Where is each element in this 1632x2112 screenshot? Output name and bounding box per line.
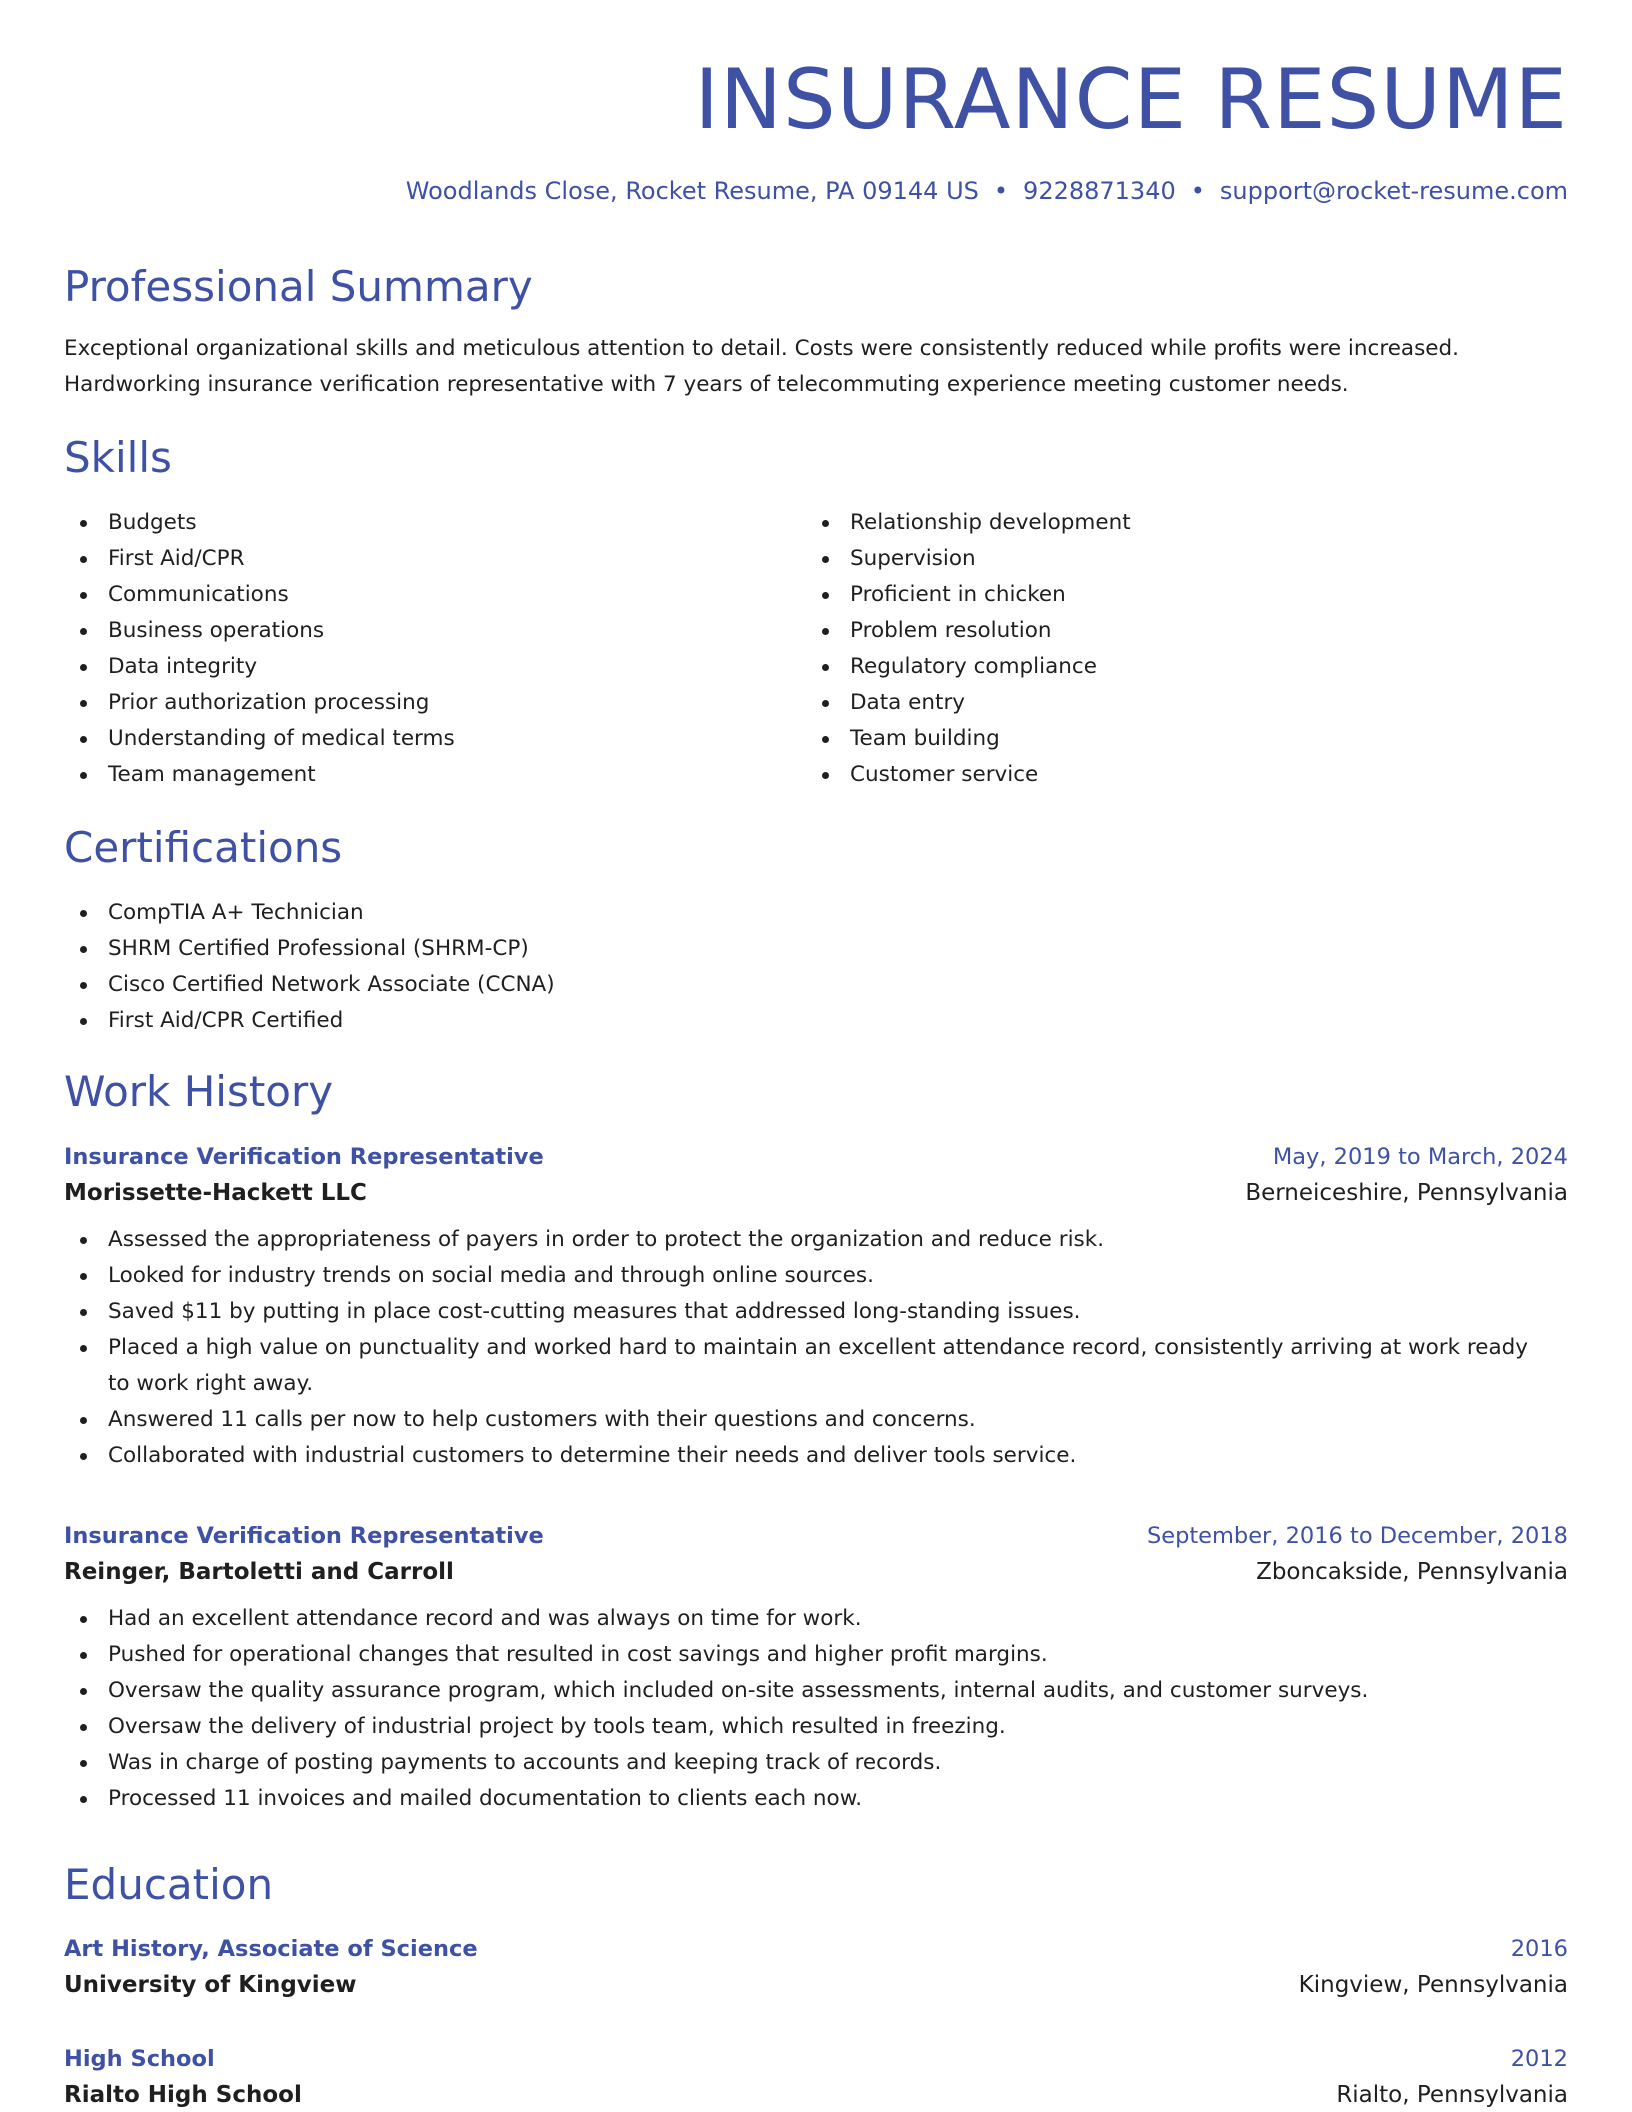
job-entry [64, 1523, 1568, 1817]
skill-item: Team management [64, 757, 806, 793]
job-bullet: Collaborated with industrial customers to determine their needs and deliver tools service. [64, 1438, 1544, 1474]
skill-item: Customer service [806, 757, 1548, 793]
skill-item: Proficient in chicken [806, 577, 1548, 613]
email: support@rocket-resume.com [1219, 177, 1568, 205]
summary-text: Exceptional organizational skills and meticulous attention to detail. Costs were consistently reduced while profits were increased. Hardworking insurance verification representative with 7 years of telecommuting experience meeting customer needs. [64, 336, 1460, 397]
certification-item: CompTIA A+ Technician [64, 895, 1568, 931]
education-heading: Education [64, 1860, 274, 1909]
certifications-list [64, 895, 1568, 1039]
skill-item: Communications [64, 577, 806, 613]
skill-item: Understanding of medical terms [64, 721, 806, 757]
education-entry [64, 2046, 1568, 2108]
company-name: Reinger, Bartoletti and Carroll [64, 1559, 454, 1585]
job-header [64, 1523, 1568, 1549]
school-location: Kingview, Pennsylvania [1298, 1972, 1568, 1998]
job-bullets [64, 1222, 1544, 1474]
job-bullet: Saved $11 by putting in place cost-cutting measures that addressed long-standing issues. [64, 1294, 1544, 1330]
education-entry [64, 1936, 1568, 1998]
job-location: Berneiceshire, Pennsylvania [1245, 1180, 1568, 1206]
skill-item: Business operations [64, 613, 806, 649]
job-bullet: Assessed the appropriateness of payers in order to protect the organization and reduce risk. [64, 1222, 1544, 1258]
phone: 9228871340 [1023, 177, 1176, 205]
job-subheader [64, 1180, 1568, 1206]
contact-separator: • [993, 177, 1009, 205]
skill-item: Budgets [64, 505, 806, 541]
job-bullet: Pushed for operational changes that resulted in cost savings and higher profit margins. [64, 1637, 1544, 1673]
job-subheader [64, 1559, 1568, 1585]
skill-item: Relationship development [806, 505, 1548, 541]
summary-heading: Professional Summary [64, 262, 533, 311]
skill-item: Prior authorization processing [64, 685, 806, 721]
certification-item: Cisco Certified Network Associate (CCNA) [64, 967, 1568, 1003]
skill-item: First Aid/CPR [64, 541, 806, 577]
job-title: Insurance Verification Representative [64, 1144, 544, 1170]
school-name: University of Kingview [64, 1972, 357, 1998]
contact-separator: • [1190, 177, 1205, 205]
graduation-year: 2012 [1510, 2046, 1568, 2072]
job-bullet: Processed 11 invoices and mailed documentation to clients each now. [64, 1781, 1544, 1817]
education-header [64, 2046, 1568, 2072]
skills-heading: Skills [64, 433, 172, 482]
skill-item: Team building [806, 721, 1548, 757]
job-bullet: Had an excellent attendance record and was always on time for work. [64, 1601, 1544, 1637]
school-location: Rialto, Pennsylvania [1336, 2082, 1568, 2108]
skill-item: Data entry [806, 685, 1548, 721]
job-bullet: Placed a high value on punctuality and worked hard to maintain an excellent attendance record, consistently arriving at work ready to work right away. [64, 1330, 1544, 1402]
degree: Art History, Associate of Science [64, 1936, 478, 1962]
certification-item: SHRM Certified Professional (SHRM-CP) [64, 931, 1568, 967]
job-bullet: Answered 11 calls per now to help customers with their questions and concerns. [64, 1402, 1544, 1438]
job-bullet: Looked for industry trends on social media and through online sources. [64, 1258, 1544, 1294]
job-dates: September, 2016 to December, 2018 [1146, 1523, 1568, 1549]
skill-item: Problem resolution [806, 613, 1548, 649]
resume-title: INSURANCE RESUME [694, 51, 1568, 148]
skill-item: Regulatory compliance [806, 649, 1548, 685]
resume-page [64, 0, 1568, 2108]
education-subheader [64, 1972, 1568, 1998]
job-location: Zboncakside, Pennsylvania [1256, 1559, 1568, 1585]
job-bullet: Oversaw the quality assurance program, which included on-site assessments, internal audits, and customer surveys. [64, 1673, 1544, 1709]
certification-item: First Aid/CPR Certified [64, 1003, 1568, 1039]
skill-item: Data integrity [64, 649, 806, 685]
contact-line [64, 179, 1568, 203]
job-dates: May, 2019 to March, 2024 [1272, 1144, 1568, 1170]
job-title: Insurance Verification Representative [64, 1523, 544, 1549]
education-subheader [64, 2082, 1568, 2108]
certifications-heading: Certifications [64, 823, 343, 872]
job-bullet: Was in charge of posting payments to accounts and keeping track of records. [64, 1745, 1544, 1781]
job-header [64, 1144, 1568, 1170]
skills-column-right [806, 505, 1548, 793]
job-bullet: Oversaw the delivery of industrial project by tools team, which resulted in freezing. [64, 1709, 1544, 1745]
graduation-year: 2016 [1510, 1936, 1568, 1962]
job-entry [64, 1144, 1568, 1474]
skills-list [64, 505, 1568, 793]
work-history-heading: Work History [64, 1067, 334, 1116]
job-bullets [64, 1601, 1544, 1817]
school-name: Rialto High School [64, 2082, 302, 2108]
company-name: Morissette-Hackett LLC [64, 1180, 367, 1206]
skill-item: Supervision [806, 541, 1548, 577]
degree: High School [64, 2046, 215, 2072]
education-header [64, 1936, 1568, 1962]
skills-column-left [64, 505, 806, 793]
address: Woodlands Close, Rocket Resume, PA 09144 US [405, 177, 979, 205]
